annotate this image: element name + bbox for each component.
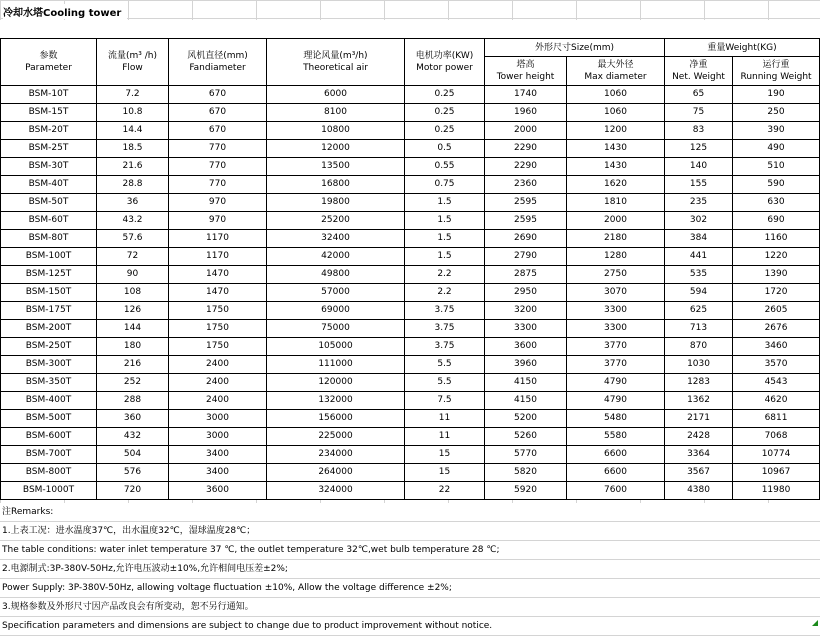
table-cell[interactable]: 57000 [267, 284, 405, 302]
table-cell[interactable]: 19800 [267, 194, 405, 212]
table-cell[interactable]: 3600 [485, 338, 567, 356]
table-cell[interactable]: 4620 [733, 392, 820, 410]
table-cell[interactable]: 1283 [665, 374, 733, 392]
table-cell[interactable]: 4790 [567, 374, 665, 392]
table-cell[interactable]: 441 [665, 248, 733, 266]
table-cell[interactable]: BSM-40T [1, 176, 97, 194]
table-cell[interactable]: 2290 [485, 158, 567, 176]
table-cell[interactable]: 490 [733, 140, 820, 158]
table-cell[interactable]: 5200 [485, 410, 567, 428]
table-cell[interactable]: 10774 [733, 446, 820, 464]
table-cell[interactable]: 6600 [567, 464, 665, 482]
table-row [1, 248, 820, 266]
header-size: 外形尺寸Size(mm) [485, 39, 665, 57]
table-cell[interactable]: 670 [169, 122, 267, 140]
table-cell[interactable]: BSM-100T [1, 248, 97, 266]
table-cell[interactable]: 1810 [567, 194, 665, 212]
table-cell[interactable]: 21.6 [97, 158, 169, 176]
table-cell[interactable]: 7.2 [97, 86, 169, 104]
table-cell[interactable]: 1960 [485, 104, 567, 122]
table-cell[interactable]: 10800 [267, 122, 405, 140]
table-cell[interactable]: 125 [665, 140, 733, 158]
table-cell[interactable]: 12000 [267, 140, 405, 158]
table-cell[interactable]: 2605 [733, 302, 820, 320]
table-cell[interactable]: 225000 [267, 428, 405, 446]
table-cell[interactable]: 302 [665, 212, 733, 230]
remark-line: 3.规格参数及外形尺寸因产品改良会有所变动，恕不另行通知。 [0, 598, 820, 617]
header-net-weight: 净重 Net. Weight [665, 57, 733, 86]
table-cell[interactable]: 57.6 [97, 230, 169, 248]
table-row [1, 86, 820, 104]
table-cell[interactable]: 1620 [567, 176, 665, 194]
table-cell[interactable]: 6000 [267, 86, 405, 104]
table-cell[interactable]: BSM-30T [1, 158, 97, 176]
table-cell[interactable]: 1.5 [405, 230, 485, 248]
table-cell[interactable]: 4790 [567, 392, 665, 410]
table-cell[interactable]: BSM-700T [1, 446, 97, 464]
table-cell[interactable]: 1720 [733, 284, 820, 302]
table-cell[interactable]: 4543 [733, 374, 820, 392]
sheet-title: 冷却水塔Cooling tower [3, 4, 127, 19]
header-motor-power: 电机功率(KW) Motor power [405, 39, 485, 86]
table-cell[interactable]: 2180 [567, 230, 665, 248]
table-cell[interactable]: 2400 [169, 356, 267, 374]
table-row [1, 374, 820, 392]
table-row [1, 464, 820, 482]
table-cell[interactable]: 15 [405, 464, 485, 482]
table-cell[interactable]: 83 [665, 122, 733, 140]
table-row [1, 446, 820, 464]
table-cell[interactable]: BSM-60T [1, 212, 97, 230]
table-cell[interactable]: 1280 [567, 248, 665, 266]
table-cell[interactable]: 4150 [485, 392, 567, 410]
table-cell[interactable]: 1750 [169, 302, 267, 320]
table-cell[interactable]: 1470 [169, 284, 267, 302]
table-cell[interactable]: 264000 [267, 464, 405, 482]
table-row [1, 482, 820, 500]
table-row [1, 284, 820, 302]
table-cell[interactable]: 2000 [485, 122, 567, 140]
table-cell[interactable]: 7600 [567, 482, 665, 500]
remark-line: 1.上表工况：进水温度37℃，出水温度32℃，湿球温度28℃； [0, 522, 820, 541]
table-cell[interactable]: 1160 [733, 230, 820, 248]
table-cell[interactable]: 3300 [567, 302, 665, 320]
table-cell[interactable]: BSM-150T [1, 284, 97, 302]
table-cell[interactable]: 5.5 [405, 374, 485, 392]
table-row [1, 356, 820, 374]
table-cell[interactable]: 594 [665, 284, 733, 302]
table-cell[interactable]: 15 [405, 446, 485, 464]
table-cell[interactable]: 288 [97, 392, 169, 410]
table-cell[interactable]: 32400 [267, 230, 405, 248]
table-cell[interactable]: 3960 [485, 356, 567, 374]
table-cell[interactable]: 713 [665, 320, 733, 338]
table-cell[interactable]: 126 [97, 302, 169, 320]
table-cell[interactable]: 3400 [169, 464, 267, 482]
table-row [1, 104, 820, 122]
table-cell[interactable]: 69000 [267, 302, 405, 320]
table-cell[interactable]: 1.5 [405, 248, 485, 266]
table-cell[interactable]: 1060 [567, 104, 665, 122]
table-cell[interactable]: BSM-200T [1, 320, 97, 338]
table-cell[interactable]: 2400 [169, 392, 267, 410]
spec-table [0, 38, 820, 500]
table-cell[interactable]: 65 [665, 86, 733, 104]
table-cell[interactable]: 28.8 [97, 176, 169, 194]
table-cell[interactable]: BSM-250T [1, 338, 97, 356]
table-cell[interactable]: 2750 [567, 266, 665, 284]
table-cell[interactable]: 10.8 [97, 104, 169, 122]
table-cell[interactable]: BSM-500T [1, 410, 97, 428]
header-parameter: 参数 Parameter [1, 39, 97, 86]
table-cell[interactable]: 3.75 [405, 338, 485, 356]
table-cell[interactable]: 970 [169, 194, 267, 212]
table-row [1, 428, 820, 446]
table-cell[interactable]: 216 [97, 356, 169, 374]
table-cell[interactable]: 5.5 [405, 356, 485, 374]
table-cell[interactable]: 1.5 [405, 194, 485, 212]
table-cell[interactable]: 1430 [567, 140, 665, 158]
table-cell[interactable]: 3460 [733, 338, 820, 356]
table-cell[interactable]: 140 [665, 158, 733, 176]
table-cell[interactable]: 8100 [267, 104, 405, 122]
table-cell[interactable]: 3.75 [405, 302, 485, 320]
table-cell[interactable]: 770 [169, 158, 267, 176]
table-cell[interactable]: 1750 [169, 338, 267, 356]
table-row [1, 320, 820, 338]
table-cell[interactable]: 6600 [567, 446, 665, 464]
table-cell[interactable]: 4150 [485, 374, 567, 392]
table-cell[interactable]: 3364 [665, 446, 733, 464]
table-row [1, 410, 820, 428]
table-cell[interactable]: 2428 [665, 428, 733, 446]
table-row [1, 392, 820, 410]
table-cell[interactable]: 324000 [267, 482, 405, 500]
table-cell[interactable]: 6811 [733, 410, 820, 428]
table-cell[interactable]: 360 [97, 410, 169, 428]
table-cell[interactable]: 3.75 [405, 320, 485, 338]
remark-line: 注Remarks: [0, 503, 820, 522]
table-row [1, 266, 820, 284]
table-cell[interactable]: 18.5 [97, 140, 169, 158]
table-cell[interactable]: 1750 [169, 320, 267, 338]
table-cell[interactable]: 2290 [485, 140, 567, 158]
remarks-section [0, 503, 820, 636]
table-cell[interactable]: BSM-50T [1, 194, 97, 212]
table-cell[interactable]: 3567 [665, 464, 733, 482]
table-cell[interactable]: 13500 [267, 158, 405, 176]
table-cell[interactable]: 2.2 [405, 266, 485, 284]
table-cell[interactable]: 870 [665, 338, 733, 356]
table-cell[interactable]: 155 [665, 176, 733, 194]
table-cell[interactable]: 2360 [485, 176, 567, 194]
table-cell[interactable]: 4380 [665, 482, 733, 500]
table-cell[interactable]: 1030 [665, 356, 733, 374]
table-cell[interactable]: 3600 [169, 482, 267, 500]
table-cell[interactable]: 3000 [169, 410, 267, 428]
table-cell[interactable]: 720 [97, 482, 169, 500]
table-cell[interactable]: BSM-25T [1, 140, 97, 158]
table-cell[interactable]: 3570 [733, 356, 820, 374]
header-max-diameter: 最大外径 Max diameter [567, 57, 665, 86]
table-cell[interactable]: BSM-600T [1, 428, 97, 446]
table-cell[interactable]: 132000 [267, 392, 405, 410]
remark-line: The table conditions: water inlet temperature 37 ℃, the outlet temperature 32℃,wet bulb temperature 28 ℃; [0, 541, 820, 560]
table-cell[interactable]: 250 [733, 104, 820, 122]
table-cell[interactable]: 111000 [267, 356, 405, 374]
table-cell[interactable]: 120000 [267, 374, 405, 392]
table-cell[interactable]: 49800 [267, 266, 405, 284]
table-cell[interactable]: 0.55 [405, 158, 485, 176]
table-cell[interactable]: 384 [665, 230, 733, 248]
table-cell[interactable]: 2000 [567, 212, 665, 230]
table-cell[interactable]: 770 [169, 140, 267, 158]
header-tower-height: 塔高 Tower height [485, 57, 567, 86]
table-cell[interactable]: 11 [405, 428, 485, 446]
header-running-weight: 运行重 Running Weight [733, 57, 820, 86]
table-cell[interactable]: 770 [169, 176, 267, 194]
table-cell[interactable]: 1430 [567, 158, 665, 176]
table-cell[interactable]: 510 [733, 158, 820, 176]
remark-line: Specification parameters and dimensions are subject to change due to product improvement without notice. [0, 617, 820, 636]
table-cell[interactable]: 2676 [733, 320, 820, 338]
table-cell[interactable]: BSM-800T [1, 464, 97, 482]
table-cell[interactable]: 22 [405, 482, 485, 500]
table-cell[interactable]: 42000 [267, 248, 405, 266]
table-cell[interactable]: 625 [665, 302, 733, 320]
table-cell[interactable]: BSM-125T [1, 266, 97, 284]
table-row [1, 338, 820, 356]
table-cell[interactable]: 2690 [485, 230, 567, 248]
table-row [1, 302, 820, 320]
table-cell[interactable]: 2595 [485, 212, 567, 230]
table-cell[interactable]: 670 [169, 104, 267, 122]
table-cell[interactable]: 7.5 [405, 392, 485, 410]
table-cell[interactable]: 190 [733, 86, 820, 104]
table-cell[interactable]: 2875 [485, 266, 567, 284]
table-cell[interactable]: 1362 [665, 392, 733, 410]
table-row [1, 158, 820, 176]
table-cell[interactable]: 1170 [169, 230, 267, 248]
table-cell[interactable]: 90 [97, 266, 169, 284]
table-cell[interactable]: 690 [733, 212, 820, 230]
table-cell[interactable]: 5920 [485, 482, 567, 500]
table-cell[interactable]: 75000 [267, 320, 405, 338]
table-cell[interactable]: 432 [97, 428, 169, 446]
table-row [1, 122, 820, 140]
table-cell[interactable]: 14.4 [97, 122, 169, 140]
table-cell[interactable]: BSM-1000T [1, 482, 97, 500]
table-cell[interactable]: 43.2 [97, 212, 169, 230]
table-cell[interactable]: 3400 [169, 446, 267, 464]
table-cell[interactable]: 970 [169, 212, 267, 230]
table-cell[interactable]: 0.25 [405, 104, 485, 122]
table-body [1, 86, 820, 500]
table-cell[interactable]: 2171 [665, 410, 733, 428]
table-cell[interactable]: 25200 [267, 212, 405, 230]
table-cell[interactable]: 0.25 [405, 122, 485, 140]
table-cell[interactable]: 5820 [485, 464, 567, 482]
table-cell[interactable]: 1200 [567, 122, 665, 140]
table-cell[interactable]: 1470 [169, 266, 267, 284]
table-cell[interactable]: 390 [733, 122, 820, 140]
table-row [1, 194, 820, 212]
table-cell[interactable]: 5260 [485, 428, 567, 446]
table-cell[interactable]: 5770 [485, 446, 567, 464]
table-cell[interactable]: 2950 [485, 284, 567, 302]
table-cell[interactable]: 630 [733, 194, 820, 212]
table-cell[interactable]: 0.5 [405, 140, 485, 158]
table-cell[interactable]: 3770 [567, 356, 665, 374]
table-cell[interactable]: BSM-15T [1, 104, 97, 122]
header-fan-diameter: 风机直径(mm) Fandiameter [169, 39, 267, 86]
header-flow: 流量(m³ /h) Flow [97, 39, 169, 86]
table-cell[interactable]: BSM-400T [1, 392, 97, 410]
resize-corner-icon [812, 620, 818, 626]
table-cell[interactable]: 180 [97, 338, 169, 356]
table-cell[interactable]: 72 [97, 248, 169, 266]
table-cell[interactable]: 3070 [567, 284, 665, 302]
table-cell[interactable]: 11 [405, 410, 485, 428]
table-cell[interactable]: 5480 [567, 410, 665, 428]
table-cell[interactable]: 590 [733, 176, 820, 194]
table-row [1, 176, 820, 194]
table-row [1, 230, 820, 248]
table-cell[interactable]: 670 [169, 86, 267, 104]
table-cell[interactable]: 576 [97, 464, 169, 482]
table-cell[interactable]: 235 [665, 194, 733, 212]
header-weight: 重量Weight(KG) [665, 39, 820, 57]
table-cell[interactable]: 2790 [485, 248, 567, 266]
table-cell[interactable]: 2.2 [405, 284, 485, 302]
table-cell[interactable]: BSM-80T [1, 230, 97, 248]
table-cell[interactable]: 1740 [485, 86, 567, 104]
table-cell[interactable]: BSM-175T [1, 302, 97, 320]
table-cell[interactable]: 535 [665, 266, 733, 284]
table-cell[interactable]: 3770 [567, 338, 665, 356]
table-cell[interactable]: 504 [97, 446, 169, 464]
table-cell[interactable]: BSM-10T [1, 86, 97, 104]
table-cell[interactable]: 0.25 [405, 86, 485, 104]
table-cell[interactable]: BSM-20T [1, 122, 97, 140]
table-cell[interactable]: 75 [665, 104, 733, 122]
table-cell[interactable]: 5580 [567, 428, 665, 446]
remark-line: Power Supply: 3P-380V-50Hz, allowing voltage fluctuation ±10%, Allow the voltage difference ±2%; [0, 579, 820, 598]
table-cell[interactable]: 108 [97, 284, 169, 302]
table-cell[interactable]: 3300 [485, 320, 567, 338]
table-cell[interactable]: 156000 [267, 410, 405, 428]
table-cell[interactable]: BSM-300T [1, 356, 97, 374]
table-cell[interactable]: 234000 [267, 446, 405, 464]
table-cell[interactable]: 2400 [169, 374, 267, 392]
table-cell[interactable]: BSM-350T [1, 374, 97, 392]
table-cell[interactable]: 7068 [733, 428, 820, 446]
table-cell[interactable]: 105000 [267, 338, 405, 356]
table-cell[interactable]: 3300 [567, 320, 665, 338]
table-cell[interactable]: 1060 [567, 86, 665, 104]
table-cell[interactable]: 144 [97, 320, 169, 338]
table-cell[interactable]: 0.75 [405, 176, 485, 194]
table-cell[interactable]: 16800 [267, 176, 405, 194]
table-cell[interactable]: 1170 [169, 248, 267, 266]
blank-row [0, 20, 820, 38]
remark-line: 2.电源制式:3P-380V-50Hz,允许电压波动±10%,允许相间电压差±2%; [0, 560, 820, 579]
table-cell[interactable]: 2595 [485, 194, 567, 212]
table-row [1, 140, 820, 158]
table-cell[interactable]: 3200 [485, 302, 567, 320]
table-cell[interactable]: 1220 [733, 248, 820, 266]
table-cell[interactable]: 252 [97, 374, 169, 392]
table-cell[interactable]: 36 [97, 194, 169, 212]
table-cell[interactable]: 3000 [169, 428, 267, 446]
table-cell[interactable]: 10967 [733, 464, 820, 482]
header-theoretical-air: 理论风量(m³/h) Theoretical air [267, 39, 405, 86]
table-cell[interactable]: 11980 [733, 482, 820, 500]
table-cell[interactable]: 1.5 [405, 212, 485, 230]
table-cell[interactable]: 1390 [733, 266, 820, 284]
table-row [1, 212, 820, 230]
